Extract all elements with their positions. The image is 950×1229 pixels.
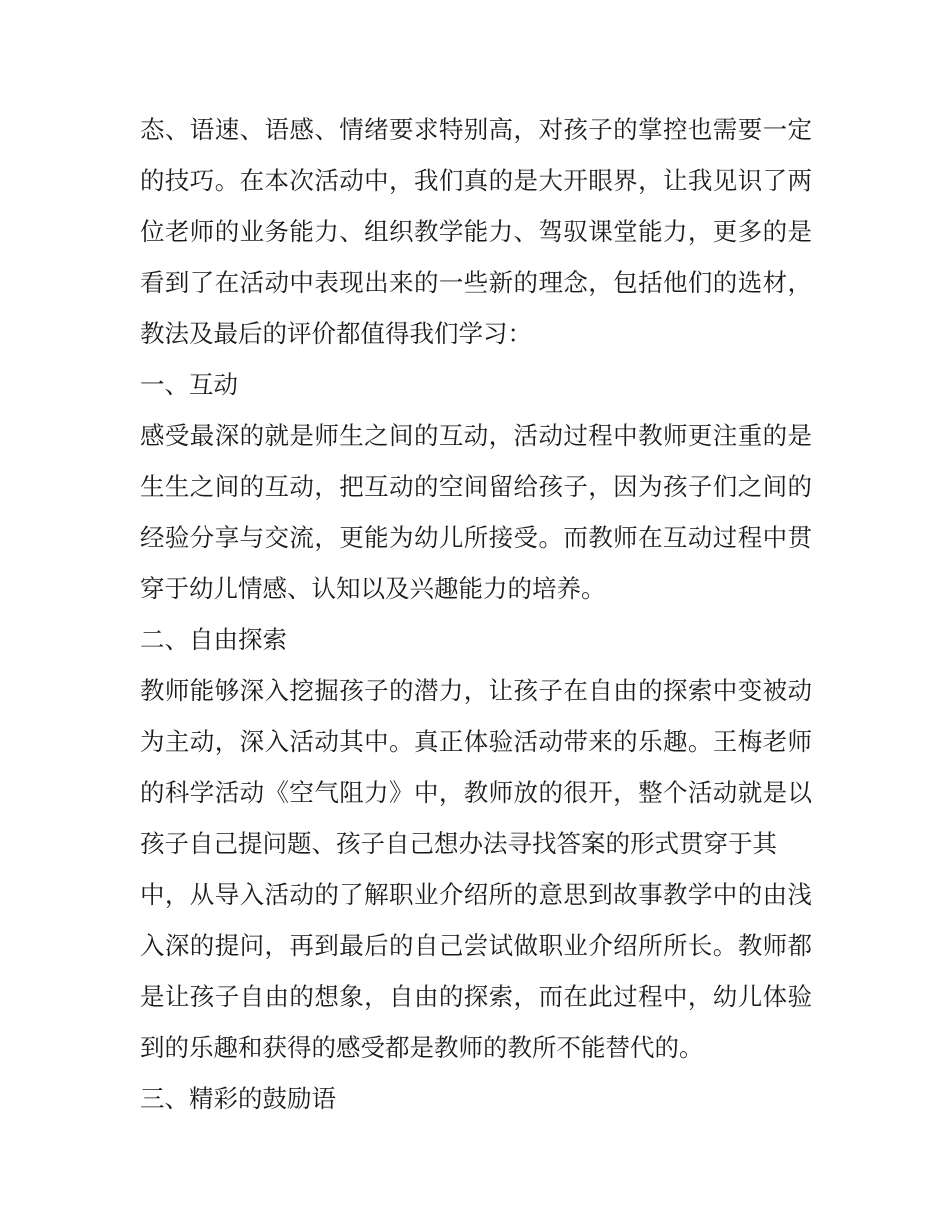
section-heading-free-exploration: 二、自由探索 [140, 625, 287, 654]
text-line: 孩子自己提问题、孩子自己想办法寻找答案的形式贯穿于其 [140, 829, 777, 858]
interaction-paragraph [140, 414, 812, 618]
text-line: 的技巧。在本次活动中，我们真的是大开眼界，让我见识了两 [140, 166, 812, 195]
text-line: 经验分享与交流，更能为幼儿所接受。而教师在互动过程中贯 [140, 523, 812, 552]
text-line: 是让孩子自由的想象，自由的探索，而在此过程中，幼儿体验 [140, 982, 812, 1011]
text-line: 教师能够深入挖掘孩子的潜力，让孩子在自由的探索中变被动 [140, 676, 812, 705]
document-body [140, 108, 812, 1128]
text-line: 态、语速、语感、情绪要求特别高，对孩子的掌控也需要一定 [140, 115, 812, 144]
text-line: 的科学活动《空气阻力》中，教师放的很开，整个活动就是以 [140, 778, 812, 807]
text-line: 位老师的业务能力、组织教学能力、驾驭课堂能力，更多的是 [140, 217, 812, 246]
text-line: 教法及最后的评价都值得我们学习： [140, 319, 532, 348]
section-heading-interaction: 一、互动 [140, 370, 238, 399]
text-line: 看到了在活动中表现出来的一些新的理念，包括他们的选材， [140, 268, 812, 297]
text-line: 为主动，深入活动其中。真正体验活动带来的乐趣。王梅老师 [140, 727, 812, 756]
intro-paragraph [140, 108, 812, 363]
exploration-paragraph [140, 669, 812, 1077]
section-heading-encouragement: 三、精彩的鼓励语 [140, 1084, 336, 1113]
text-line: 生生之间的互动，把互动的空间留给孩子，因为孩子们之间的 [140, 472, 812, 501]
text-line: 感受最深的就是师生之间的互动，活动过程中教师更注重的是 [140, 421, 812, 450]
text-line: 穿于幼儿情感、认知以及兴趣能力的培养。 [140, 574, 606, 603]
text-line: 中，从导入活动的了解职业介绍所的意思到故事教学中的由浅 [140, 880, 812, 909]
text-line: 入深的提问，再到最后的自己尝试做职业介绍所所长。教师都 [140, 931, 812, 960]
text-line: 到的乐趣和获得的感受都是教师的教所不能替代的。 [140, 1033, 704, 1062]
